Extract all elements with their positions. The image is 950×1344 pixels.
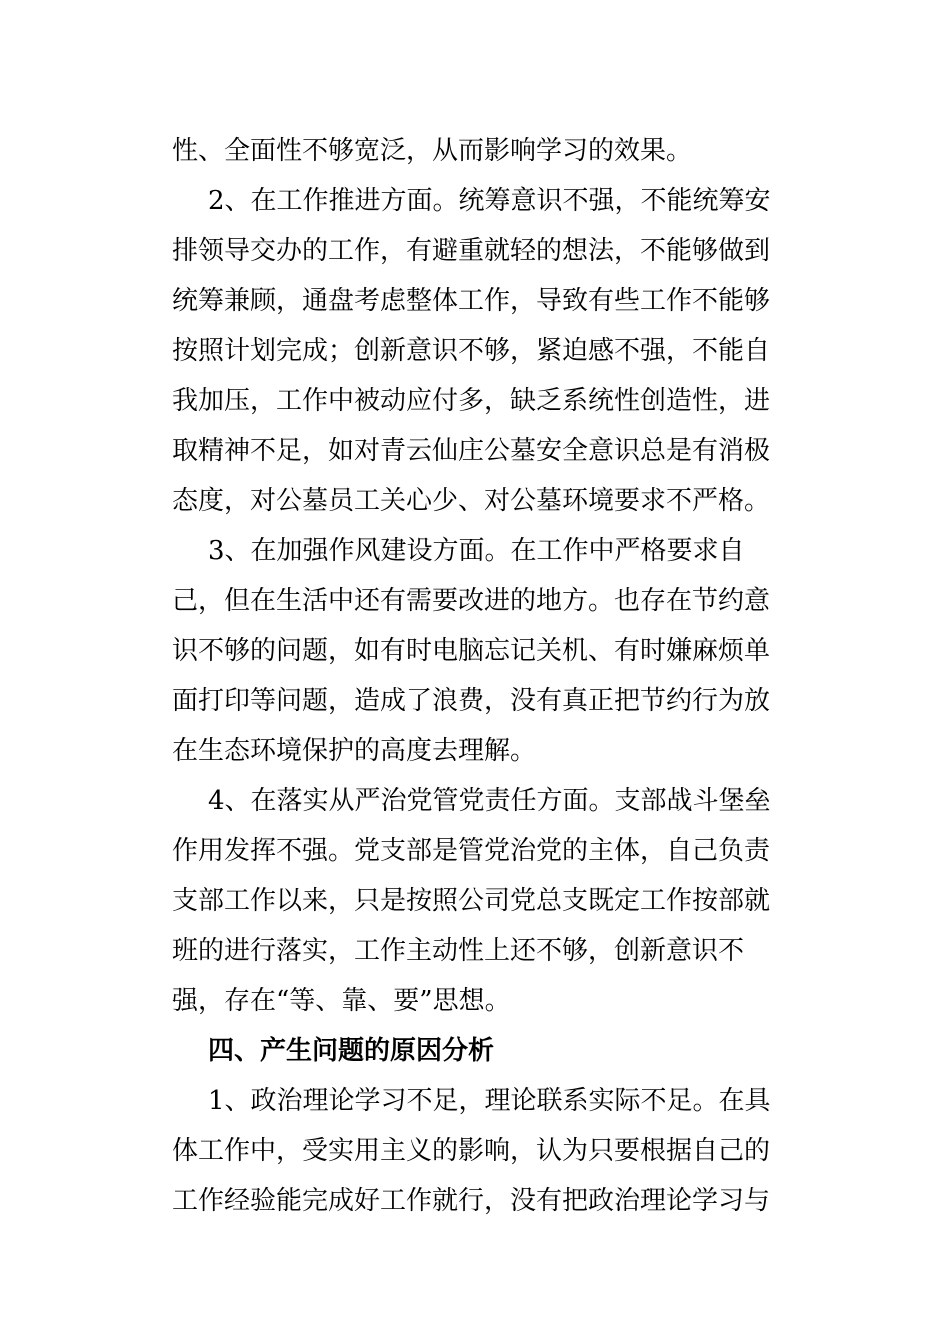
text-line: 态度，对公墓员工关心少、对公墓环境要求不严格。: [172, 486, 771, 516]
text-line: 性、全面性不够宽泛，从而影响学习的效果。: [172, 136, 693, 166]
text-line: 按照计划完成；创新意识不够，紧迫感不强，不能自: [172, 336, 771, 366]
text-line: 4、在落实从严治党管党责任方面。支部战斗堡垒: [208, 786, 771, 816]
text-line: 识不够的问题，如有时电脑忘记关机、有时嫌麻烦单: [172, 636, 771, 666]
text-line: 作用发挥不强。党支部是管党治党的主体，自己负责: [172, 836, 771, 866]
text-line: 体工作中，受实用主义的影响，认为只要根据自己的: [172, 1136, 771, 1166]
text-line: 3、在加强作风建设方面。在工作中严格要求自: [208, 536, 745, 566]
text-line: 面打印等问题，造成了浪费，没有真正把节约行为放: [172, 686, 771, 716]
text-line: 取精神不足，如对青云仙庄公墓安全意识总是有消极: [172, 436, 771, 466]
text-line: 己，但在生活中还有需要改进的地方。也存在节约意: [172, 586, 771, 616]
text-line: 班的进行落实，工作主动性上还不够，创新意识不: [172, 936, 745, 966]
text-line: 我加压，工作中被动应付多，缺乏系统性创造性，进: [172, 386, 771, 416]
text-line: 统筹兼顾，通盘考虑整体工作，导致有些工作不能够: [172, 286, 771, 316]
text-line: 工作经验能完成好工作就行，没有把政治理论学习与: [172, 1186, 771, 1216]
text-line: 排领导交办的工作，有避重就轻的想法，不能够做到: [172, 236, 771, 266]
section-heading: 四、产生问题的原因分析: [208, 1036, 495, 1066]
text-line: 支部工作以来，只是按照公司党总支既定工作按部就: [172, 886, 771, 916]
text-line: 1、政治理论学习不足，理论联系实际不足。在具: [208, 1086, 771, 1116]
text-line: 2、在工作推进方面。统筹意识不强，不能统筹安: [208, 186, 771, 216]
text-line: 强，存在“等、靠、要”思想。: [172, 986, 511, 1016]
text-line: 在生态环境保护的高度去理解。: [172, 736, 537, 766]
